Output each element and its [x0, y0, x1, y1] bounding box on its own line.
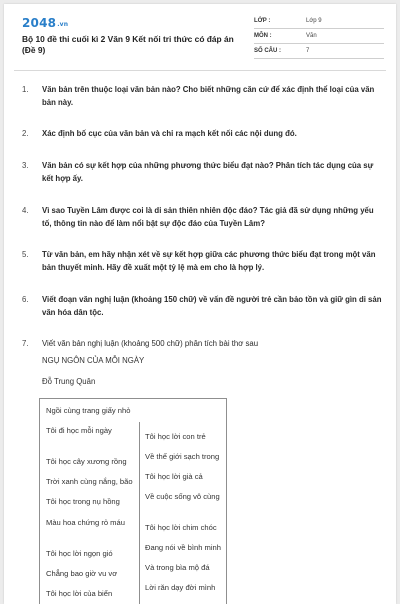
- poem-line: Ngồi cùng trang giấy nhỏ: [46, 406, 131, 415]
- meta-value: Văn: [306, 33, 317, 39]
- header-divider: [14, 70, 386, 71]
- poem-line: Tôi học lời của biển: [46, 589, 113, 598]
- meta-row-class: [254, 14, 384, 29]
- question-text: Xác định bố cục của văn bản và chỉ ra mạch kết nối các nội dung đó.: [42, 129, 297, 138]
- question-text: Viết văn bản nghị luận (khoảng 500 chữ) phân tích bài thơ sau: [42, 339, 259, 348]
- poem-line: Tôi học lời già cả: [145, 472, 203, 481]
- question-number: 2.: [22, 129, 29, 138]
- poem-line: Tôi học trong nụ hồng: [46, 497, 120, 506]
- meta-row-subject: [254, 29, 384, 44]
- poem-line: Chẳng bao giờ vu vơ: [46, 569, 118, 578]
- question-text: Viết đoạn văn nghị luận (khoảng 150 chữ) về vấn đề người trẻ cần bảo tồn và giữ gìn di sản văn hóa dân tộc.: [42, 295, 382, 317]
- question-text: Từ văn bản, em hãy nhận xét về sự kết hợp giữa các phương thức biểu đạt trong một văn bản thuyết minh. Hãy đề xuất một tỷ lệ mà em cho là hợp lý.: [42, 250, 376, 272]
- question-number: 4.: [22, 206, 29, 215]
- document-title: Bộ 10 đề thi cuối kì 2 Văn 9 Kết nối tri thức có đáp án (Đề 9): [22, 34, 234, 55]
- poem-line: Tôi học cây xương rồng: [46, 457, 127, 466]
- question-text: Văn bản trên thuộc loại văn bản nào? Cho biết những căn cứ để xác định thể loại của văn bản này.: [42, 85, 375, 107]
- poem-line: Tôi học lời chim chóc: [145, 523, 217, 532]
- question-number: 6.: [22, 295, 29, 304]
- poem-table: [39, 398, 227, 604]
- poem-line: Lời răn dạy đời mình: [145, 583, 216, 592]
- poem-line: Màu hoa chứng rỏ máu: [46, 518, 125, 527]
- meta-value: 7: [306, 48, 310, 54]
- document-header: [22, 14, 378, 64]
- poem-line: Trời xanh cùng nắng, bão: [46, 477, 133, 486]
- meta-table: [254, 14, 384, 59]
- site-logo[interactable]: [22, 16, 68, 30]
- question-number: 3.: [22, 161, 29, 170]
- question-number: 5.: [22, 250, 29, 259]
- question-text: Vì sao Tuyền Lâm được coi là di sản thiên nhiên độc đáo? Tác giả đã sử dụng những yếu tố, thông tin nào để làm nổi bật sự độc đáo của Tuyền Lâm?: [42, 206, 374, 228]
- poem-column-divider: [139, 422, 140, 604]
- meta-value: Lớp 9: [306, 18, 322, 24]
- meta-row-count: [254, 44, 384, 59]
- question-number: 1.: [22, 85, 29, 94]
- poem-line: Đang nói về bình minh: [145, 543, 221, 552]
- poem-title: NGỤ NGÔN CỦA MỖI NGÀY: [42, 356, 145, 365]
- meta-label: SỐ CÂU :: [254, 48, 281, 54]
- poem-line: Tôi học lời con trẻ: [145, 432, 206, 441]
- poem-line: Tôi học lời ngọn gió: [46, 549, 113, 558]
- poem-line: Về thế giới sạch trong: [145, 452, 220, 461]
- document-page: [4, 4, 396, 604]
- poem-author: Đỗ Trung Quân: [42, 377, 96, 386]
- poem-line: Tôi đi học mỗi ngày: [46, 426, 112, 435]
- meta-label: MÔN :: [254, 33, 272, 39]
- poem-line: Về cuộc sống vô cùng: [145, 492, 220, 501]
- meta-label: LỚP :: [254, 18, 271, 24]
- poem-line: Và trong bìa mộ đá: [145, 563, 210, 572]
- question-number: 7.: [22, 339, 29, 348]
- logo-text: 2048: [22, 16, 57, 30]
- question-text: Văn bản có sự kết hợp của những phương thức biểu đạt nào? Phân tích tác dụng của sự kết hợp ấy.: [42, 161, 374, 183]
- logo-suffix: .vn: [57, 21, 69, 28]
